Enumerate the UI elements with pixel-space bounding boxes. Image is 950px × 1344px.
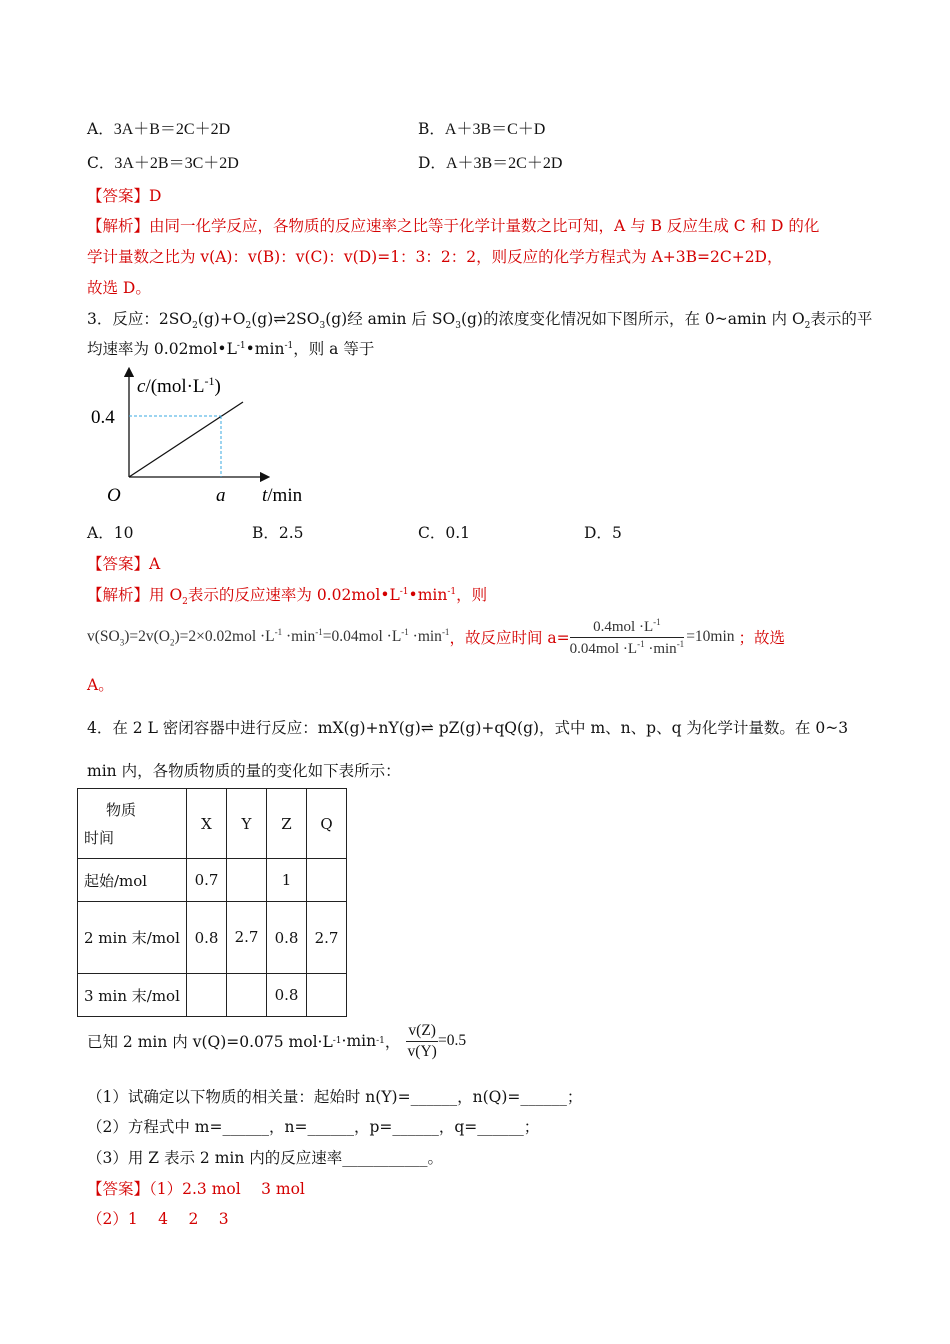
col-header-z: Z [267, 789, 307, 859]
rate-ratio [406, 1022, 438, 1061]
table-cell: 1 [267, 859, 307, 902]
subscript: 3 [455, 321, 461, 332]
y-axis-label [137, 374, 221, 397]
q3-stem-line2 [87, 337, 374, 359]
origin-label: O [107, 485, 121, 506]
y-label-unit: /(mol·L [145, 376, 205, 397]
option-equation: 3A＋B＝2C＋2D [113, 121, 231, 138]
superscript: -1 [441, 626, 450, 637]
subscript: 2 [804, 321, 811, 332]
stem-text: 反应：2SO [112, 310, 193, 328]
answer-tag: 【答案】 [87, 1180, 150, 1198]
row-label: 3 min 末/mol [78, 974, 187, 1017]
table-cell [307, 974, 347, 1017]
table-cell [187, 974, 227, 1017]
formula-part: ·min [408, 628, 442, 646]
q2-answer [87, 184, 161, 206]
q4-stem-line1 [87, 716, 848, 738]
q4-answer-line2: （2）1 4 2 3 [87, 1210, 229, 1228]
answer-tag: 【答案】 [87, 187, 150, 205]
fraction-result: =10min [686, 628, 735, 645]
answer-value: D [149, 187, 162, 205]
analysis-text: 用 O [149, 586, 183, 604]
known-text: ·min [341, 1032, 377, 1050]
col-header-q: Q [307, 789, 347, 859]
fraction-text: 0.04mol ·L [569, 640, 638, 657]
ratio-denominator: v(Y) [407, 1042, 437, 1060]
option-value: 2.5 [278, 524, 304, 542]
stem-text: (g)+O [197, 310, 246, 328]
superscript: -1 [315, 626, 323, 637]
formula-part: ·min [282, 628, 316, 646]
time-fraction [570, 617, 685, 658]
q4-answer-line1 [87, 1177, 305, 1199]
formula-part: v(SO [87, 628, 120, 646]
q3-analysis-end: A。 [87, 676, 114, 694]
stem-text: 在 2 L 密闭容器中进行反应：mX(g)+nY(g)⇌ pZ(g)+qQ(g)，式中 m、n、p、q 为化学计量数。在 0~3 [112, 719, 849, 737]
q4-sub-question-3: （3）用 Z 表示 2 min 内的反应速率___________。 [87, 1149, 444, 1167]
header-time: 时间 [84, 828, 115, 847]
answer-value: A [149, 555, 161, 573]
analysis-text: 表示的反应速率为 0.02mol•L [187, 586, 400, 604]
question-number: 4． [87, 719, 113, 737]
table-header-row [78, 789, 347, 859]
table-cell [307, 859, 347, 902]
subscript: 3 [119, 637, 125, 648]
stem-text: (g)⇌2SO [251, 310, 320, 328]
table-cell: 0.7 [187, 859, 227, 902]
answer-value: （1）2.3 mol 3 mol [149, 1180, 305, 1198]
subscript: 2 [182, 597, 188, 608]
analysis-tag: 【解析】 [87, 586, 150, 604]
y-tick-label: 0.4 [91, 407, 115, 428]
formula-part: =0.04mol ·L [322, 628, 402, 646]
stem-text: 均速率为 0.02mol•L [87, 340, 237, 358]
x-label-variable: t [262, 485, 268, 506]
fraction-text: 0.4mol ·L [593, 618, 654, 635]
option-c [87, 150, 239, 173]
y-label-close: ) [214, 376, 221, 397]
header-corner [78, 789, 187, 859]
analysis-text: •min [408, 586, 448, 604]
table-cell: 2.7 [307, 902, 347, 974]
option-equation: A＋3B＝2C＋2D [445, 155, 563, 172]
q3-option-a [87, 521, 133, 543]
option-a [87, 116, 230, 139]
superscript: -1 [332, 1036, 342, 1046]
known-text: ， [384, 1033, 401, 1051]
option-letter: A． [87, 524, 114, 542]
subscript: 2 [170, 637, 175, 648]
option-letter: B． [252, 524, 279, 542]
rate-formula [87, 627, 449, 647]
q3-option-c [418, 521, 470, 543]
col-header-y: Y [227, 789, 267, 859]
superscript: -1 [401, 626, 409, 637]
amount-table [77, 788, 347, 1017]
y-label-exponent: -1 [204, 374, 215, 388]
fraction-text: ·min [644, 640, 677, 657]
formula-text: ，故反应时间 a= [449, 629, 570, 647]
option-value: 5 [611, 524, 622, 542]
table-row [78, 974, 347, 1017]
table-row [78, 859, 347, 902]
row-label: 2 min 末/mol [78, 902, 187, 974]
q3-formula-line [87, 612, 785, 662]
stem-text: (g)经 amin 后 SO [325, 310, 456, 328]
q3-stem-line1 [87, 307, 872, 331]
table-cell: 0.8 [187, 902, 227, 974]
ratio-value: =0.5 [437, 1032, 467, 1049]
option-letter: A． [87, 120, 114, 138]
option-value: 10 [113, 524, 134, 542]
q4-known-condition [87, 1016, 466, 1066]
y-label-variable: c [137, 376, 146, 397]
col-header-x: X [187, 789, 227, 859]
table-cell: 2.7 [227, 902, 267, 974]
header-substance: 物质 [106, 800, 137, 819]
superscript: -1 [653, 616, 661, 627]
option-letter: C． [87, 154, 115, 172]
table-row [78, 902, 347, 974]
table-cell [227, 974, 267, 1017]
x-tick-label: a [216, 485, 226, 506]
option-letter: D． [584, 524, 612, 542]
fraction-numerator [570, 617, 685, 638]
x-axis-label [262, 485, 303, 506]
option-d [418, 150, 562, 173]
q2-analysis-line3: 故选 D。 [87, 279, 151, 297]
subscript: 3 [319, 321, 326, 332]
superscript: -1 [274, 626, 283, 637]
q3-answer [87, 552, 160, 574]
option-b [418, 116, 545, 139]
superscript: -1 [399, 586, 409, 597]
superscript: -1 [637, 638, 645, 649]
superscript: -1 [376, 1036, 385, 1046]
ratio-numerator: v(Z) [406, 1022, 438, 1042]
subscript: 2 [192, 321, 198, 332]
formula-end: ；故选 [738, 629, 786, 647]
superscript: -1 [236, 340, 246, 351]
q4-stem-line2: min 内，各物质物质的量的变化如下表所示： [87, 762, 401, 780]
superscript: -1 [676, 638, 685, 649]
table-cell [227, 859, 267, 902]
analysis-text: 由同一化学反应，各物质的反应速率之比等于化学计量数之比可知，A 与 B 反应生成 C 和 D 的化 [149, 217, 820, 235]
q3-option-d [584, 521, 622, 543]
q2-analysis-line1 [87, 214, 819, 236]
option-equation: 3A＋2B＝3C＋2D [114, 155, 239, 172]
known-text: 已知 2 min 内 v(Q)=0.075 mol·L [87, 1033, 333, 1051]
table-cell: 0.8 [267, 974, 307, 1017]
option-equation: A＋3B＝C＋D [444, 121, 546, 138]
q3-analysis-line1 [87, 583, 487, 607]
x-label-unit: /min [267, 485, 303, 506]
analysis-text: ，则 [456, 586, 488, 604]
option-letter: D． [418, 154, 446, 172]
concentration-line [129, 402, 243, 477]
question-number: 3． [87, 310, 113, 328]
q2-analysis-line2: 学计量数之比为 v(A)：v(B)：v(C)：v(D)=1：3：2：2，则反应的化学方程式为 A+3B=2C+2D， [87, 248, 783, 266]
stem-text: •min [245, 340, 285, 358]
superscript: -1 [284, 340, 294, 351]
fraction-denominator [570, 638, 685, 658]
stem-text: (g)的浓度变化情况如下图所示，在 0~amin 内 O [460, 310, 805, 328]
row-label: 起始/mol [78, 859, 187, 902]
formula-part: )=2v(O [124, 628, 170, 646]
table-cell: 0.8 [267, 902, 307, 974]
analysis-tag: 【解析】 [87, 217, 150, 235]
option-letter: B． [418, 120, 445, 138]
q3-option-b [252, 521, 304, 543]
stem-text: 表示的平 [810, 310, 873, 328]
q4-sub-question-1: （1）试确定以下物质的相关量：起始时 n(Y)=______，n(Q)=______； [87, 1088, 583, 1106]
subscript: 2 [245, 321, 252, 332]
concentration-graph [85, 364, 335, 512]
option-value: 0.1 [445, 524, 471, 542]
superscript: -1 [447, 586, 457, 597]
q4-sub-question-2: （2）方程式中 m=______，n=______，p=______，q=______； [87, 1118, 540, 1136]
formula-part: )=2×0.02mol ·L [174, 628, 275, 646]
option-letter: C． [418, 524, 446, 542]
stem-text: ，则 a 等于 [293, 340, 375, 358]
answer-tag: 【答案】 [87, 555, 150, 573]
